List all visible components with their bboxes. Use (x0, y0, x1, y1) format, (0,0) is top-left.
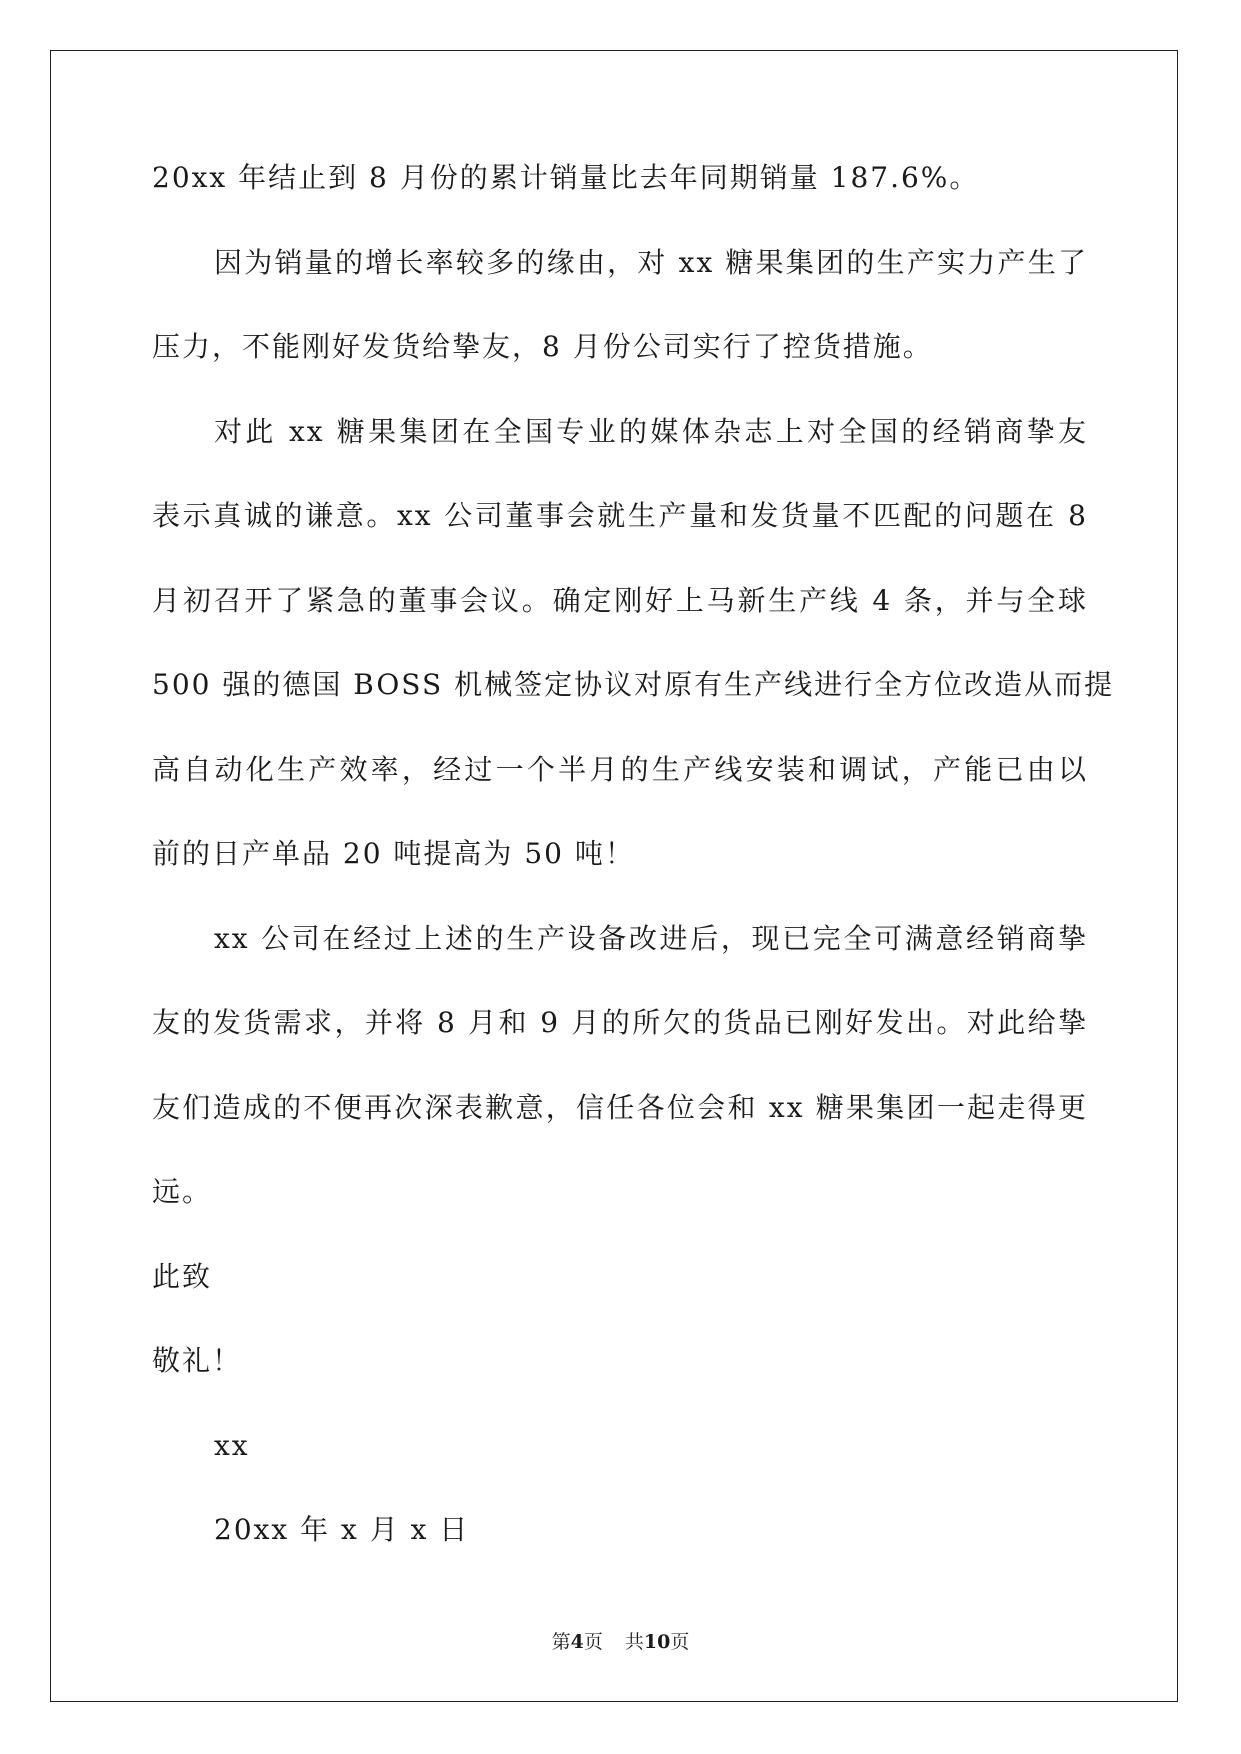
salutation-closing: 此致 (152, 1259, 213, 1293)
letter-body (152, 160, 1115, 1597)
text-line-1: 20xx 年结止到 8 月份的累计销量比去年同期销量 187.6%。 (152, 161, 980, 194)
text-line-12: 友们造成的不便再次深表歉意，信任各位会和 xx 糖果集团一起走得更 (152, 1090, 1088, 1124)
text-line-11: 友的发货需求，并将 8 月和 9 月的所欠的货品已刚好发出。对此给挚 (152, 1006, 1088, 1039)
text-line-9: 前的日产单品 20 吨提高为 50 吨！ (152, 837, 635, 870)
footer-prefix: 第 (551, 1631, 571, 1653)
text-line-13: 远。 (152, 1175, 213, 1208)
text-line-6: 月初召开了紧急的董事会议。确定刚好上马新生产线 4 条，并与全球 (152, 583, 1088, 617)
signature: xx (214, 1428, 250, 1462)
page-footer (0, 1630, 1241, 1654)
text-line-8: 高自动化生产效率，经过一个半月的生产线安装和调试，产能已由以 (152, 752, 1088, 786)
footer-total-pages: 10 (643, 1631, 671, 1653)
text-line-4: 对此 xx 糖果集团在全国专业的媒体杂志上对全国的经销商挚友 (214, 414, 1088, 448)
footer-total-prefix: 共 (624, 1631, 644, 1653)
text-line-7: 500 强的德国 BOSS 机械签定协议对原有生产线进行全方位改造从而提 (152, 668, 1115, 701)
footer-page-suffix: 页 (583, 1631, 603, 1653)
footer-total-suffix: 页 (670, 1631, 690, 1653)
text-line-3: 压力，不能刚好发货给挚友，8 月份公司实行了控货措施。 (152, 330, 933, 363)
text-line-10: xx 公司在经过上述的生产设备改进后，现已完全可满意经销商挚 (214, 921, 1088, 955)
signature-date: 20xx 年 x 月 x 日 (214, 1513, 470, 1546)
footer-page-number: 4 (570, 1631, 584, 1653)
text-line-2: 因为销量的增长率较多的缘由，对 xx 糖果集团的生产实力产生了 (214, 245, 1088, 279)
salutation-regards: 敬礼！ (152, 1344, 243, 1377)
text-line-5: 表示真诚的谦意。xx 公司董事会就生产量和发货量不匹配的问题在 8 (152, 499, 1088, 532)
